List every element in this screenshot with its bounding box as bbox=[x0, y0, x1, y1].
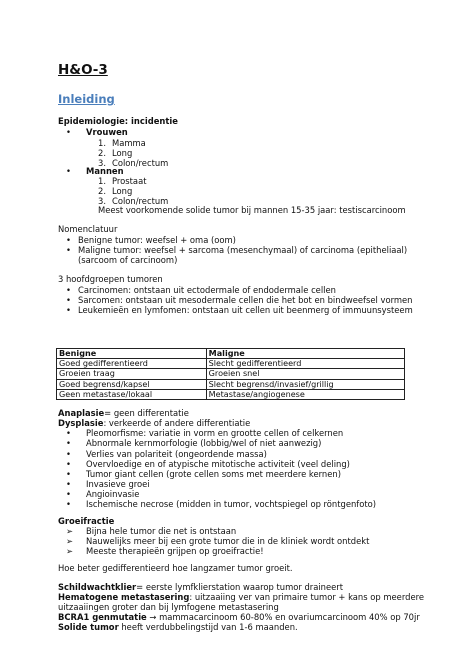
bullet-icon: • bbox=[66, 305, 71, 315]
list-item: Angioinvasie bbox=[86, 489, 140, 499]
vrouwen-label: Vrouwen bbox=[86, 127, 128, 137]
solide-definition bbox=[58, 622, 298, 632]
bcra-text: → mammacarcinoom 60-80% en ovariumcarcinoom 40% op 70jr bbox=[146, 612, 420, 622]
table-cell: Geen metastase/lokaal bbox=[57, 389, 207, 399]
hematogene-term: Hematogene metastasering bbox=[58, 592, 190, 602]
table-cell: Slecht gedifferentieerd bbox=[206, 359, 404, 369]
bullet-icon: • bbox=[66, 166, 71, 176]
bullet-icon: • bbox=[66, 245, 71, 255]
bullet-icon: • bbox=[66, 428, 71, 438]
list-item: Bijna hele tumor die net is ontstaan bbox=[86, 526, 237, 536]
list-number: 3. bbox=[98, 158, 106, 168]
section-heading: Inleiding bbox=[58, 92, 115, 106]
bcra-term: BCRA1 genmutatie bbox=[58, 612, 147, 622]
list-number: 2. bbox=[98, 186, 106, 196]
bullet-icon: • bbox=[66, 489, 71, 499]
bullet-icon: • bbox=[66, 285, 71, 295]
table-row bbox=[57, 389, 405, 399]
dysplasie-term: Dysplasie bbox=[58, 418, 104, 428]
solide-term: Solide tumor bbox=[58, 622, 119, 632]
bcra-definition bbox=[58, 612, 420, 622]
list-item: Maligne tumor: weefsel + sarcoma (mesenchymaal) of carcinoma (epitheliaal) bbox=[78, 245, 408, 255]
list-item: Overvloedige en of atypische mitotische activiteit (veel deling) bbox=[86, 459, 350, 469]
table-cell: Goed begrensd/kapsel bbox=[57, 379, 207, 389]
epidemiologie-note: Meest voorkomende solide tumor bij mannen 15-35 jaar: testiscarcinoom bbox=[98, 205, 406, 215]
anaplasie-term: Anaplasie bbox=[58, 408, 105, 418]
mannen-label: Mannen bbox=[86, 166, 124, 176]
arrow-bullet-icon: ➢ bbox=[66, 546, 74, 556]
list-number: 3. bbox=[98, 196, 106, 206]
bullet-icon: • bbox=[66, 469, 71, 479]
table-cell: Slecht begrensd/invasief/grillig bbox=[206, 379, 404, 389]
list-item: Long bbox=[112, 148, 133, 158]
groei-note: Hoe beter gedifferentieerd hoe langzamer tumor groeit. bbox=[58, 563, 293, 573]
table-row bbox=[57, 379, 405, 389]
groeifractie-heading: Groeifractie bbox=[58, 516, 115, 526]
anaplasie-text: = geen differentatie bbox=[104, 408, 189, 418]
hematogene-text: : uitzaaiing ver van primaire tumor + kans op meerdere bbox=[189, 592, 425, 602]
hematogene-definition bbox=[58, 592, 424, 602]
table-header-cell: Maligne bbox=[206, 349, 404, 359]
hoofdgroepen-heading: 3 hoofdgroepen tumoren bbox=[58, 274, 163, 284]
list-item: Pleomorfisme: variatie in vorm en grootte cellen of celkernen bbox=[86, 428, 344, 438]
list-item: Invasieve groei bbox=[86, 479, 150, 489]
list-item: Benigne tumor: weefsel + oma (oom) bbox=[78, 235, 236, 245]
schildwacht-definition bbox=[58, 582, 343, 592]
benigne-maligne-table bbox=[56, 348, 405, 400]
list-item: Ischemische necrose (midden in tumor, vochtspiegel op röntgenfoto) bbox=[86, 499, 377, 509]
list-item-continuation: (sarcoom of carcinoom) bbox=[78, 255, 178, 265]
list-item: Long bbox=[112, 186, 133, 196]
solide-text: heeft verdubbelingstijd van 1-6 maanden. bbox=[118, 622, 298, 632]
table-cell: Groeien traag bbox=[57, 369, 207, 379]
table-row bbox=[57, 359, 405, 369]
bullet-icon: • bbox=[66, 449, 71, 459]
list-item: Colon/rectum bbox=[112, 196, 169, 206]
dysplasie-definition bbox=[58, 418, 250, 428]
table-cell: Goed gedifferentieerd bbox=[57, 359, 207, 369]
table-cell: Groeien snel bbox=[206, 369, 404, 379]
list-item: Nauwelijks meer bij een grote tumor die in de kliniek wordt ontdekt bbox=[86, 536, 370, 546]
nomenclatuur-heading: Nomenclatuur bbox=[58, 224, 118, 234]
table-cell: Metastase/angiogenese bbox=[206, 389, 404, 399]
list-item: Mamma bbox=[112, 138, 146, 148]
schildwacht-text: = eerste lymfklierstation waarop tumor draineert bbox=[136, 582, 344, 592]
bullet-icon: • bbox=[66, 295, 71, 305]
hematogene-continuation: uitzaaiingen groter dan bij lymfogene metastasering bbox=[58, 602, 279, 612]
table-row bbox=[57, 369, 405, 379]
bullet-icon: • bbox=[66, 479, 71, 489]
list-item: Verlies van polariteit (ongeordende massa) bbox=[86, 449, 267, 459]
list-item: Colon/rectum bbox=[112, 158, 169, 168]
table-header-row bbox=[57, 349, 405, 359]
bullet-icon: • bbox=[66, 499, 71, 509]
epidemiologie-heading: Epidemiologie: incidentie bbox=[58, 116, 178, 126]
table-header-cell: Benigne bbox=[57, 349, 207, 359]
bullet-icon: • bbox=[66, 459, 71, 469]
list-item: Meeste therapieën grijpen op groeifractie! bbox=[86, 546, 264, 556]
list-item: Tumor giant cellen (grote cellen soms met meerdere kernen) bbox=[86, 469, 341, 479]
anaplasie-definition bbox=[58, 408, 189, 418]
list-item: Leukemieën en lymfomen: ontstaan uit cellen uit beenmerg of immuunsysteem bbox=[78, 305, 413, 315]
list-item: Abnormale kernmorfologie (lobbig/wel of niet aanwezig) bbox=[86, 438, 322, 448]
list-number: 1. bbox=[98, 176, 106, 186]
list-item: Sarcomen: ontstaan uit mesodermale cellen die het bot en bindweefsel vormen bbox=[78, 295, 413, 305]
dysplasie-text: : verkeerde of andere differentiatie bbox=[103, 418, 251, 428]
arrow-bullet-icon: ➢ bbox=[66, 536, 74, 546]
arrow-bullet-icon: ➢ bbox=[66, 526, 74, 536]
bullet-icon: • bbox=[66, 235, 71, 245]
list-item: Prostaat bbox=[112, 176, 147, 186]
document-title: H&O-3 bbox=[58, 62, 108, 78]
list-number: 1. bbox=[98, 138, 106, 148]
bullet-icon: • bbox=[66, 438, 71, 448]
schildwacht-term: Schildwachtklier bbox=[58, 582, 137, 592]
bullet-icon: • bbox=[66, 127, 71, 137]
list-item: Carcinomen: ontstaan uit ectodermale of endodermale cellen bbox=[78, 285, 336, 295]
list-number: 2. bbox=[98, 148, 106, 158]
